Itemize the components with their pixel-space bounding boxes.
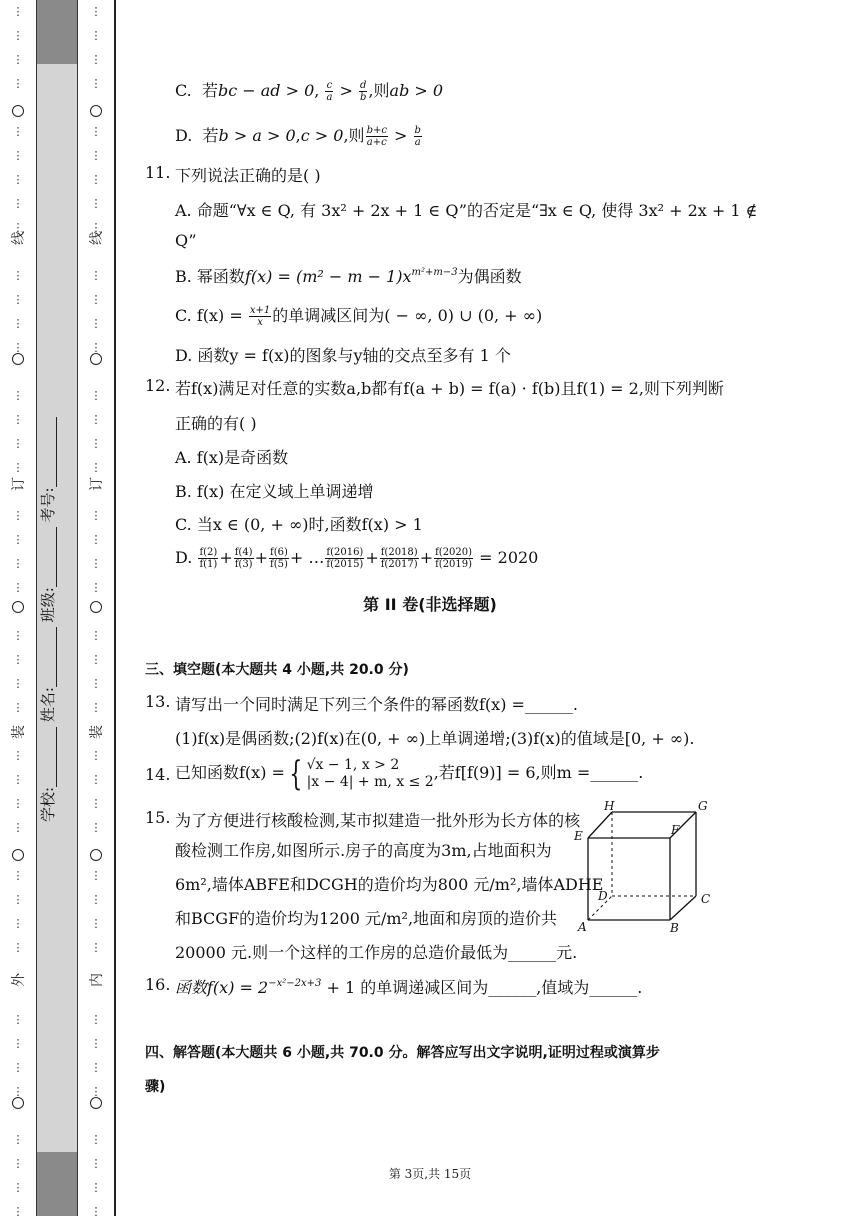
fig-label-d: D [598,889,608,903]
q16-text: 函数$f(x) = 2^{-x^2-2x+3} + 1$ 的单调递减区间为______,值域为______. [175,978,643,997]
binding-dots: ⋮ [90,29,102,42]
q11-option-c: C. f(x) = $\frac{x+1}{x}$ 的单调减区间为( − ∞, 0) ∪ (0, + ∞) [175,305,543,328]
binding-dots: ⋮ [12,821,24,834]
binding-label: 线 [89,231,105,245]
binding-dots: ⋮ [12,917,24,930]
q11-option-d: D. 函数y = f(x)的图象与y轴的交点至多有 1 个 [175,346,511,365]
binding-dots: ⋮ [12,77,24,90]
binding-dots: ⋮ [90,1157,102,1170]
student-info-labels [37,487,58,822]
cuboid-figure [570,800,720,940]
frac: $\frac{f(2)}{f(1)}$ [199,547,218,570]
binding-circle-icon [90,105,102,117]
binding-dots: ⋮ [90,269,102,282]
q15-line4: 和BCGF的造价均为1200 元/m²,地面和房顶的造价共 [175,909,558,928]
binding-dots: ⋮ [12,53,24,66]
binding-dots: ⋮ [12,1205,24,1218]
class-label: 班级: [39,587,57,623]
binding-circle-icon [90,353,102,365]
q14-text: 已知函数f(x) = { √x − 1, x > 2 |x − 4| + m, x ≤ 2 ,若f[f(9)] = 6,则m =______. [175,753,644,794]
q11-number: 11. [145,163,171,182]
binding-dots: ⋮ [12,341,24,354]
binding-dots: ⋮ [90,125,102,138]
binding-dots: ⋮ [90,293,102,306]
q16-number: 16. [145,975,171,994]
binding-circle-icon [12,1097,24,1109]
q12-number: 12. [145,376,171,395]
binding-dots: ⋮ [90,221,102,234]
binding-dots: ⋮ [12,893,24,906]
section4-heading-line1: 四、解答题(本大题共 6 小题,共 70.0 分。解答应写出文字说明,证明过程或演算步 [145,1045,660,1061]
fig-label-a: A [578,920,587,934]
binding-dots: ⋮ [90,341,102,354]
binding-dots: ⋮ [12,317,24,330]
q15-number: 15. [145,808,171,827]
binding-dots: ⋮ [12,197,24,210]
q11-option-a-line2: Q” [175,231,197,250]
q10-option-d: D. 若b > a > 0,c > 0,则 $\frac{b+c}{a+c}$ > $\frac{b}{a}$ [175,125,421,148]
binding-dots: ⋮ [90,629,102,642]
binding-dots: ⋮ [12,1181,24,1194]
gray-block-top [37,0,77,64]
binding-dots: ⋮ [90,1013,102,1026]
binding-dots: ⋮ [12,173,24,186]
binding-dots: ⋮ [12,221,24,234]
binding-dots: ⋮ [90,701,102,714]
fig-label-g: G [698,800,708,813]
exam-number-label: 考号: [39,487,57,523]
binding-dots: ⋮ [12,437,24,450]
binding-dots: ⋮ [90,149,102,162]
binding-dots: ⋮ [12,509,24,522]
fig-label-c: C [701,892,711,906]
q10-option-c: C. 若bc − ad > 0, $\frac{c}{a}$ > $\frac{d}{b}$ ,则ab > 0 [175,80,444,103]
gray-block-bottom [37,1152,77,1216]
binding-dots: ⋮ [90,893,102,906]
binding-dots: ⋮ [12,269,24,282]
binding-label: 线 [11,231,27,245]
binding-dots: ⋮ [12,629,24,642]
binding-dots: ⋮ [12,1157,24,1170]
binding-dots: ⋮ [12,29,24,42]
section4-heading-line2: 骤) [145,1079,166,1095]
binding-dots: ⋮ [12,125,24,138]
binding-dots: ⋮ [90,437,102,450]
binding-dots: ⋮ [12,1133,24,1146]
binding-dots: ⋮ [12,1061,24,1074]
q12-stem-line2: 正确的有( ) [175,414,257,433]
q15-line1: 为了方便进行核酸检测,某市拟建造一批外形为长方体的核 [175,811,581,830]
fig-label-f: F [671,823,680,837]
school-blank[interactable] [42,727,57,787]
binding-dots: ⋮ [90,653,102,666]
binding-dots: ⋮ [12,1013,24,1026]
fig-label-b: B [670,921,679,935]
binding-dots: ⋮ [12,557,24,570]
binding-dots: ⋮ [90,1181,102,1194]
binding-dots: ⋮ [12,533,24,546]
binding-dots: ⋮ [12,869,24,882]
q13-number: 13. [145,692,171,711]
part2-title: 第 II 卷(非选择题) [363,595,497,614]
class-blank[interactable] [42,527,57,587]
binding-dots: ⋮ [12,773,24,786]
q11-option-b: B. 幂函数$f(x) = (m^2 - m - 1)x^{m^2+m-3}$为偶函数 [175,267,522,286]
binding-dots: ⋮ [12,677,24,690]
binding-dots: ⋮ [90,821,102,834]
binding-dots: ⋮ [90,317,102,330]
binding-dots: ⋮ [90,5,102,18]
binding-dots: ⋮ [12,149,24,162]
binding-circle-icon [12,353,24,365]
binding-dots: ⋮ [90,413,102,426]
binding-dots: ⋮ [90,1133,102,1146]
binding-dots: ⋮ [90,917,102,930]
exam-number-blank[interactable] [42,417,57,487]
binding-circle-icon [90,849,102,861]
page-footer: 第 3页,共 15页 [388,1167,472,1181]
binding-dots: ⋮ [90,509,102,522]
binding-dots: ⋮ [90,533,102,546]
binding-dots: ⋮ [90,461,102,474]
binding-dots: ⋮ [90,173,102,186]
binding-dots: ⋮ [90,677,102,690]
binding-dots: ⋮ [12,1085,24,1098]
binding-dots: ⋮ [90,389,102,402]
binding-dots: ⋮ [90,773,102,786]
binding-dots: ⋮ [12,461,24,474]
fig-label-h: H [604,800,615,813]
binding-dots: ⋮ [12,293,24,306]
binding-circle-icon [90,1097,102,1109]
q12-option-b: B. f(x) 在定义域上单调递增 [175,482,374,501]
q15-line3: 6m²,墙体ABFE和DCGH的造价均为800 元/m²,墙体ADHE [175,875,604,894]
q14-number: 14. [145,765,171,784]
binding-label: 外 [11,973,27,987]
q13-line2: (1)f(x)是偶函数;(2)f(x)在(0, + ∞)上单调递增;(3)f(x)的值域是[0, + ∞). [175,729,695,748]
q12-option-a: A. f(x)是奇函数 [175,448,289,467]
binding-dots: ⋮ [90,797,102,810]
binding-dots: ⋮ [12,389,24,402]
binding-dots: ⋮ [90,1205,102,1218]
binding-dots: ⋮ [12,413,24,426]
section3-heading: 三、填空题(本大题共 4 小题,共 20.0 分) [145,662,409,678]
binding-label: 装 [11,725,27,739]
q11-option-a-line1: A. 命题“∀x ∈ Q, 有 3x² + 2x + 1 ∈ Q”的否定是“∃x ∈ Q, 使得 3x² + 2x + 1 ∉ [175,201,758,220]
school-label: 学校: [39,786,57,822]
binding-dots: ⋮ [12,1037,24,1050]
fig-label-e: E [574,829,583,843]
binding-label: 订 [89,477,105,491]
binding-dots: ⋮ [12,941,24,954]
q11-stem: 下列说法正确的是( ) [175,166,321,185]
binding-dots: ⋮ [90,197,102,210]
binding-label: 装 [89,725,105,739]
binding-label: 内 [89,973,105,987]
q13-line1: 请写出一个同时满足下列三个条件的幂函数f(x) =______. [175,695,579,714]
binding-dots: ⋮ [90,1061,102,1074]
binding-dots: ⋮ [90,77,102,90]
binding-dots: ⋮ [12,749,24,762]
q12-stem-line1: 若f(x)满足对任意的实数a,b都有f(a + b) = f(a) · f(b)且f(1) = 2,则下列判断 [175,379,724,398]
name-label: 姓名: [39,687,57,723]
binding-dots: ⋮ [90,1085,102,1098]
binding-dots: ⋮ [12,797,24,810]
q15-line5: 20000 元.则一个这样的工作房的总造价最低为______元. [175,943,578,962]
binding-dots: ⋮ [12,653,24,666]
binding-dots: ⋮ [90,581,102,594]
binding-dots: ⋮ [12,5,24,18]
q15-line2: 酸检测工作房,如图所示.房子的高度为3m,占地面积为 [175,841,552,860]
q12-option-c: C. 当x ∈ (0, + ∞)时,函数f(x) > 1 [175,515,423,534]
binding-dots: ⋮ [12,701,24,714]
binding-dots: ⋮ [90,869,102,882]
q12-option-d: D. $\frac{f(2)}{f(1)}$ + $\frac{f(4)}{f(3)}$ + $\frac{f(6)}{f(5)}$ + … $\frac{f(2016)}{f(2015)}$ + $\frac{f(2018)}{f(2017)}$ + $\frac{f(2020)}{f(2019)}$ = 2020 [175,547,539,570]
binding-dots: ⋮ [90,941,102,954]
binding-circle-icon [12,849,24,861]
binding-dots: ⋮ [90,749,102,762]
binding-dots: ⋮ [90,1037,102,1050]
binding-dots: ⋮ [12,581,24,594]
binding-dots: ⋮ [90,557,102,570]
name-blank[interactable] [42,627,57,687]
binding-label: 订 [11,477,27,491]
binding-dots: ⋮ [90,53,102,66]
binding-circle-icon [12,105,24,117]
